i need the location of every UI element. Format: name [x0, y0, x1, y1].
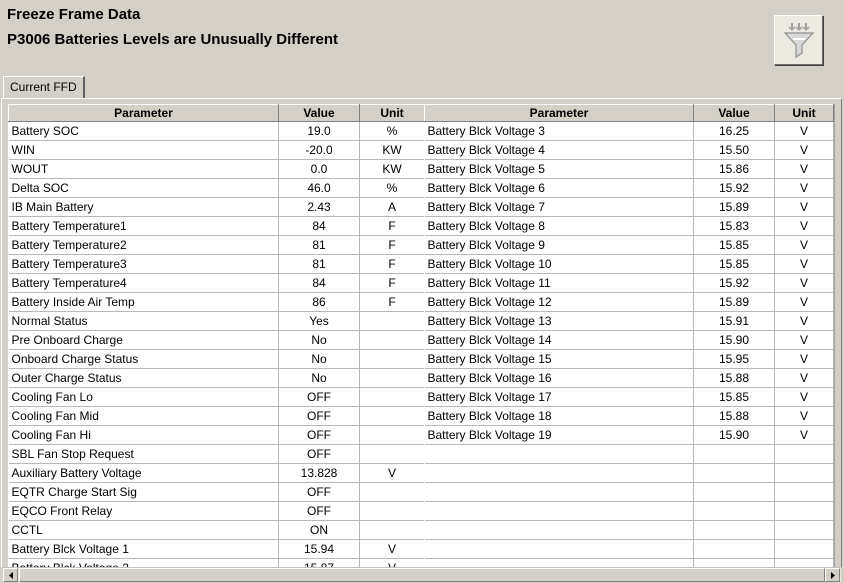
- unit-cell: V: [775, 160, 834, 179]
- unit-cell: [360, 445, 425, 464]
- parameter-cell: Battery Blck Voltage 11: [425, 274, 694, 293]
- page-title: Freeze Frame Data: [7, 6, 141, 23]
- unit-cell: V: [775, 141, 834, 160]
- table-row[interactable]: [425, 236, 834, 255]
- table-row[interactable]: [425, 198, 834, 217]
- parameter-cell: Battery Temperature1: [9, 217, 279, 236]
- value-cell: 15.91: [694, 312, 775, 331]
- unit-cell: V: [775, 331, 834, 350]
- table-row[interactable]: [9, 236, 425, 255]
- empty-cell: [694, 521, 775, 540]
- unit-cell: [360, 407, 425, 426]
- parameter-cell: Battery Temperature3: [9, 255, 279, 274]
- arrow-right-icon: [830, 572, 836, 579]
- table-row[interactable]: [9, 293, 425, 312]
- unit-cell: [360, 369, 425, 388]
- value-cell: 84: [279, 274, 360, 293]
- value-cell: 15.92: [694, 179, 775, 198]
- table-row[interactable]: [9, 502, 425, 521]
- value-cell: 15.50: [694, 141, 775, 160]
- value-cell: 15.90: [694, 331, 775, 350]
- parameter-cell: Cooling Fan Mid: [9, 407, 279, 426]
- parameter-cell: Battery Blck Voltage 10: [425, 255, 694, 274]
- table-row[interactable]: [9, 255, 425, 274]
- empty-cell: [775, 483, 834, 502]
- funnel-filter-icon: [783, 21, 815, 61]
- table-row[interactable]: [425, 217, 834, 236]
- horizontal-scrollbar[interactable]: [3, 567, 841, 582]
- table-row[interactable]: [9, 274, 425, 293]
- right-data-grid: [424, 104, 835, 578]
- empty-cell: [425, 445, 694, 464]
- value-cell: 15.94: [279, 540, 360, 559]
- unit-cell: %: [360, 122, 425, 141]
- value-cell: 15.95: [694, 350, 775, 369]
- table-row[interactable]: [425, 274, 834, 293]
- parameter-cell: Battery Blck Voltage 15: [425, 350, 694, 369]
- value-cell: 15.85: [694, 388, 775, 407]
- scrollbar-thumb[interactable]: [19, 568, 825, 582]
- table-row[interactable]: [9, 426, 425, 445]
- table-row[interactable]: [9, 540, 425, 559]
- table-row[interactable]: [425, 293, 834, 312]
- table-row[interactable]: [9, 122, 425, 141]
- parameter-cell: Battery Inside Air Temp: [9, 293, 279, 312]
- unit-cell: V: [775, 236, 834, 255]
- parameter-cell: Battery Blck Voltage 17: [425, 388, 694, 407]
- value-cell: 15.89: [694, 293, 775, 312]
- unit-cell: V: [775, 198, 834, 217]
- value-cell: ON: [279, 521, 360, 540]
- column-header-parameter[interactable]: Parameter: [9, 105, 279, 122]
- unit-cell: KW: [360, 160, 425, 179]
- value-cell: No: [279, 369, 360, 388]
- parameter-cell: Battery Blck Voltage 7: [425, 198, 694, 217]
- filter-button[interactable]: [774, 15, 823, 65]
- unit-cell: V: [775, 122, 834, 141]
- value-cell: 15.83: [694, 217, 775, 236]
- empty-cell: [694, 445, 775, 464]
- parameter-cell: CCTL: [9, 521, 279, 540]
- scroll-right-button[interactable]: [825, 568, 840, 582]
- unit-cell: V: [775, 293, 834, 312]
- column-header-value[interactable]: Value: [279, 105, 360, 122]
- unit-cell: A: [360, 198, 425, 217]
- value-cell: 2.43: [279, 198, 360, 217]
- parameter-cell: Onboard Charge Status: [9, 350, 279, 369]
- table-row[interactable]: [9, 445, 425, 464]
- value-cell: 15.90: [694, 426, 775, 445]
- value-cell: Yes: [279, 312, 360, 331]
- unit-cell: V: [360, 540, 425, 559]
- parameter-cell: Battery Blck Voltage 3: [425, 122, 694, 141]
- unit-cell: V: [775, 179, 834, 198]
- unit-cell: %: [360, 179, 425, 198]
- tab-current-ffd[interactable]: Current FFD: [3, 76, 85, 98]
- table-row[interactable]: [9, 179, 425, 198]
- table-row[interactable]: [425, 331, 834, 350]
- unit-cell: V: [775, 312, 834, 331]
- empty-cell: [694, 464, 775, 483]
- table-row[interactable]: [425, 350, 834, 369]
- table-row[interactable]: [9, 464, 425, 483]
- empty-row[interactable]: [425, 464, 834, 483]
- parameter-cell: Cooling Fan Hi: [9, 426, 279, 445]
- unit-cell: V: [775, 274, 834, 293]
- table-row[interactable]: [9, 141, 425, 160]
- empty-cell: [775, 445, 834, 464]
- header-row: [425, 105, 834, 122]
- table-row[interactable]: [425, 407, 834, 426]
- table-row[interactable]: [9, 198, 425, 217]
- table-row[interactable]: [425, 388, 834, 407]
- unit-cell: [360, 502, 425, 521]
- table-row[interactable]: [9, 407, 425, 426]
- unit-cell: F: [360, 236, 425, 255]
- table-row[interactable]: [9, 369, 425, 388]
- unit-cell: V: [775, 407, 834, 426]
- value-cell: 15.88: [694, 407, 775, 426]
- empty-row[interactable]: [425, 445, 834, 464]
- table-row[interactable]: [9, 331, 425, 350]
- table-row[interactable]: [425, 122, 834, 141]
- value-cell: 19.0: [279, 122, 360, 141]
- table-row[interactable]: [425, 141, 834, 160]
- parameter-cell: WOUT: [9, 160, 279, 179]
- value-cell: 84: [279, 217, 360, 236]
- unit-cell: V: [775, 369, 834, 388]
- parameter-cell: Battery Blck Voltage 5: [425, 160, 694, 179]
- empty-row[interactable]: [425, 483, 834, 502]
- value-cell: 0.0: [279, 160, 360, 179]
- parameter-cell: Battery Blck Voltage 18: [425, 407, 694, 426]
- empty-cell: [425, 502, 694, 521]
- unit-cell: [360, 483, 425, 502]
- parameter-cell: EQTR Charge Start Sig: [9, 483, 279, 502]
- empty-cell: [775, 540, 834, 559]
- unit-cell: V: [775, 217, 834, 236]
- value-cell: OFF: [279, 502, 360, 521]
- column-header-unit[interactable]: Unit: [360, 105, 425, 122]
- parameter-cell: Battery Blck Voltage 19: [425, 426, 694, 445]
- dtc-description: P3006 Batteries Levels are Unusually Different: [7, 31, 338, 48]
- table-row[interactable]: [425, 179, 834, 198]
- unit-cell: [360, 331, 425, 350]
- unit-cell: [360, 388, 425, 407]
- unit-cell: V: [775, 350, 834, 369]
- parameter-cell: Battery Blck Voltage 16: [425, 369, 694, 388]
- parameter-cell: IB Main Battery: [9, 198, 279, 217]
- value-cell: 15.92: [694, 274, 775, 293]
- parameter-cell: Outer Charge Status: [9, 369, 279, 388]
- empty-cell: [425, 483, 694, 502]
- empty-cell: [694, 483, 775, 502]
- parameter-cell: Battery Blck Voltage 14: [425, 331, 694, 350]
- value-cell: 15.86: [694, 160, 775, 179]
- empty-cell: [425, 464, 694, 483]
- parameter-cell: Normal Status: [9, 312, 279, 331]
- table-row[interactable]: [9, 521, 425, 540]
- value-cell: 15.85: [694, 236, 775, 255]
- parameter-cell: SBL Fan Stop Request: [9, 445, 279, 464]
- parameter-cell: Battery SOC: [9, 122, 279, 141]
- table-row[interactable]: [425, 160, 834, 179]
- unit-cell: V: [360, 464, 425, 483]
- parameter-cell: EQCO Front Relay: [9, 502, 279, 521]
- parameter-cell: WIN: [9, 141, 279, 160]
- value-cell: 81: [279, 255, 360, 274]
- table-row[interactable]: [9, 217, 425, 236]
- parameter-cell: Battery Blck Voltage 8: [425, 217, 694, 236]
- value-cell: 16.25: [694, 122, 775, 141]
- unit-cell: KW: [360, 141, 425, 160]
- parameter-cell: Battery Blck Voltage 6: [425, 179, 694, 198]
- table-row[interactable]: [9, 312, 425, 331]
- unit-cell: V: [775, 388, 834, 407]
- parameter-cell: Battery Blck Voltage 13: [425, 312, 694, 331]
- parameter-cell: Battery Temperature4: [9, 274, 279, 293]
- parameter-cell: Battery Blck Voltage 1: [9, 540, 279, 559]
- table-row[interactable]: [9, 388, 425, 407]
- value-cell: 15.88: [694, 369, 775, 388]
- value-cell: No: [279, 350, 360, 369]
- empty-cell: [694, 502, 775, 521]
- unit-cell: [360, 521, 425, 540]
- parameter-cell: Auxiliary Battery Voltage: [9, 464, 279, 483]
- parameter-cell: Pre Onboard Charge: [9, 331, 279, 350]
- value-cell: OFF: [279, 388, 360, 407]
- empty-row[interactable]: [425, 540, 834, 559]
- unit-cell: F: [360, 217, 425, 236]
- scroll-left-button[interactable]: [3, 568, 18, 582]
- table-row[interactable]: [425, 426, 834, 445]
- empty-cell: [775, 521, 834, 540]
- value-cell: No: [279, 331, 360, 350]
- arrow-left-icon: [8, 572, 14, 579]
- column-header-value[interactable]: Value: [694, 105, 775, 122]
- empty-cell: [425, 540, 694, 559]
- value-cell: OFF: [279, 483, 360, 502]
- parameter-cell: Battery Temperature2: [9, 236, 279, 255]
- unit-cell: [360, 350, 425, 369]
- value-cell: 15.89: [694, 198, 775, 217]
- empty-row[interactable]: [425, 502, 834, 521]
- value-cell: 46.0: [279, 179, 360, 198]
- empty-cell: [425, 521, 694, 540]
- unit-cell: [360, 312, 425, 331]
- unit-cell: V: [775, 426, 834, 445]
- unit-cell: [360, 426, 425, 445]
- column-header-unit[interactable]: Unit: [775, 105, 834, 122]
- column-header-parameter[interactable]: Parameter: [425, 105, 694, 122]
- table-row[interactable]: [9, 350, 425, 369]
- value-cell: 15.85: [694, 255, 775, 274]
- value-cell: 13.828: [279, 464, 360, 483]
- empty-row[interactable]: [425, 521, 834, 540]
- unit-cell: F: [360, 274, 425, 293]
- left-data-grid: [8, 104, 426, 578]
- header-row: [9, 105, 425, 122]
- value-cell: 81: [279, 236, 360, 255]
- unit-cell: F: [360, 293, 425, 312]
- parameter-cell: Cooling Fan Lo: [9, 388, 279, 407]
- table-row[interactable]: [9, 483, 425, 502]
- table-row[interactable]: [425, 369, 834, 388]
- value-cell: OFF: [279, 407, 360, 426]
- table-row[interactable]: [425, 255, 834, 274]
- value-cell: OFF: [279, 426, 360, 445]
- value-cell: -20.0: [279, 141, 360, 160]
- empty-cell: [775, 502, 834, 521]
- value-cell: 86: [279, 293, 360, 312]
- table-row[interactable]: [9, 160, 425, 179]
- parameter-cell: Battery Blck Voltage 12: [425, 293, 694, 312]
- empty-cell: [775, 464, 834, 483]
- parameter-cell: Delta SOC: [9, 179, 279, 198]
- table-row[interactable]: [425, 312, 834, 331]
- parameter-cell: Battery Blck Voltage 4: [425, 141, 694, 160]
- value-cell: OFF: [279, 445, 360, 464]
- unit-cell: F: [360, 255, 425, 274]
- parameter-cell: Battery Blck Voltage 9: [425, 236, 694, 255]
- unit-cell: V: [775, 255, 834, 274]
- empty-cell: [694, 540, 775, 559]
